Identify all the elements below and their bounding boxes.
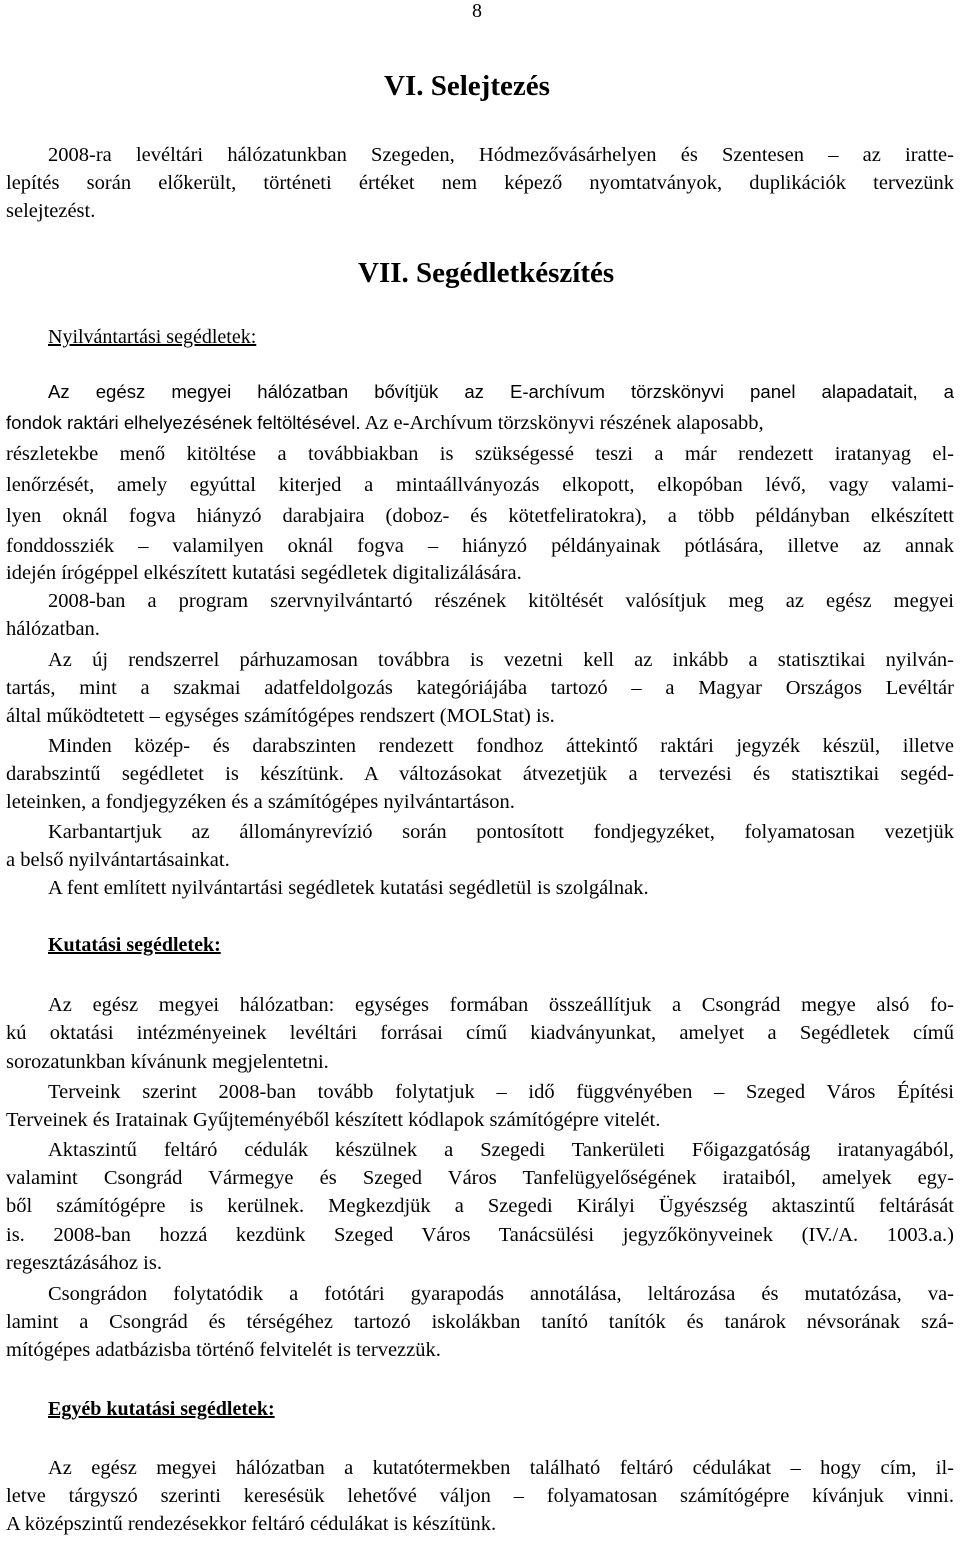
text-line: Terveink szerint 2008-ban tovább folytatjuk – idő függvényében – Szeged Város Építési xyxy=(48,1081,954,1103)
text-line: Csongrádon folytatódik a fotótári gyarapodás annotálása, leltározása és mutatózása, va- xyxy=(48,1283,954,1305)
text-line: részletekbe menő kitöltése a továbbiakban is szükségessé teszi a már rendezett iratanyag el- xyxy=(6,443,954,465)
text-line: lyen oknál fogva hiányzó darabjaira (doboz- és kötetfeliratokra), a több példányban elkészített xyxy=(6,505,954,527)
text-span: fondok raktári elhelyezésének feltöltésével. xyxy=(6,412,361,433)
section-title-segedletkeszites: VII. Segédletkészítés xyxy=(358,257,615,289)
text-line: regesztázásához is. xyxy=(6,1252,162,1274)
text-line: 2008-ban a program szervnyilvántartó részének kitöltését valósítjuk meg az egész megyei xyxy=(48,590,954,612)
text-line: idején írógéppel elkészített kutatási segédletek digitalizálására. xyxy=(6,562,522,584)
text-line: fonddossziék – valamilyen oknál fogva – hiányzó példányainak pótlására, illetve az annak xyxy=(6,535,954,557)
text-line: ből számítógépre is kerülnek. Megkezdjük a Szegedi Királyi Ügyészség aktaszintű feltárását xyxy=(6,1195,954,1217)
text-line: Az új rendszerrel párhuzamosan továbbra is vezetni kell az inkább a statisztikai nyilván- xyxy=(48,649,954,671)
text-line: a belső nyilvántartásainkat. xyxy=(6,849,230,871)
text-line: által működtetett – egységes számítógépes rendszert (MOLStat) is. xyxy=(6,705,555,727)
text-line: Az egész megyei hálózatban: egységes formában összeállítjuk a Csongrád megye alsó fo- xyxy=(48,994,954,1016)
text-line: A fent említett nyilvántartási segédletek kutatási segédletül is szolgálnak. xyxy=(48,877,649,899)
text-line: is. 2008-ban hozzá kezdünk Szeged Város Tanácsülési jegyzőkönyveinek (IV./A. 1003.a.) xyxy=(6,1224,954,1246)
text-line: selejtezést. xyxy=(6,200,96,222)
text-line: darabszintű segédletet is készítünk. A változásokat átvezetjük a tervezési és statisztikai segéd- xyxy=(6,763,954,785)
page-number: 8 xyxy=(472,0,482,22)
subheading-kutatasi: Kutatási segédletek: xyxy=(48,934,221,956)
text-line: hálózatban. xyxy=(6,618,100,640)
text-line: lamint a Csongrád és térségéhez tartozó iskolákban tanító tanítók és tanárok névsorának szá- xyxy=(6,1311,954,1333)
section-title-selejtezes: VI. Selejtezés xyxy=(384,70,550,102)
text-line: kú oktatási intézményeinek levéltári forrásai című kiadványunkat, amelyet a Segédletek című xyxy=(6,1022,954,1044)
text-line xyxy=(6,413,954,434)
subheading-nyilvantartasi: Nyilvántartási segédletek: xyxy=(48,326,257,348)
text-span: Az e-Archívum törzskönyvi részének alaposabb, xyxy=(360,412,764,434)
subheading-egyeb-kutatasi: Egyéb kutatási segédletek: xyxy=(48,1398,275,1420)
text-line: A középszintű rendezésekkor feltáró cédulákat is készítünk. xyxy=(6,1513,497,1535)
text-line: tartás, mint a szakmai adatfeldolgozás kategóriájába tartozó – a Magyar Országos Levéltár xyxy=(6,677,954,699)
text-line: Minden közép- és darabszinten rendezett fondhoz áttekintő raktári jegyzék készül, illetve xyxy=(48,735,954,757)
text-line: Az egész megyei hálózatban a kutatótermekben található feltáró cédulákat – hogy cím, il- xyxy=(48,1457,954,1479)
text-line: mítógépes adatbázisba történő felvitelét is tervezzük. xyxy=(6,1339,441,1361)
text-line: Az egész megyei hálózatban bővítjük az E-archívum törzskönyvi panel alapadatait, a xyxy=(48,381,954,402)
text-line: letve tárgyszó szerinti keresésük lehetővé váljon – folyamatosan számítógépre kívánjuk vinni. xyxy=(6,1485,954,1507)
text-line: lepítés során előkerült, történeti értéket nem képező nyomtatványok, duplikációk tervezünk xyxy=(6,172,954,194)
text-line: valamint Csongrád Vármegye és Szeged Város Tanfelügyelőségének irataiból, amelyek egy- xyxy=(6,1167,954,1189)
text-line: leteinken, a fondjegyzéken és a számítógépes nyilvántartáson. xyxy=(6,791,515,813)
text-line: Aktaszintű feltáró cédulák készülnek a Szegedi Tankerületi Főigazgatóság iratanyagából, xyxy=(48,1139,954,1161)
text-line: 2008-ra levéltári hálózatunkban Szegeden, Hódmezővásárhelyen és Szentesen – az iratte- xyxy=(48,144,954,166)
text-line: Terveinek és Iratainak Gyűjteményéből készített kódlapok számítógépre vitelét. xyxy=(6,1109,661,1131)
text-line: lenőrzését, amely egyúttal kiterjed a mintaállványozás elkopott, elkopóban lévő, vagy valami- xyxy=(6,474,954,496)
text-line: Karbantartjuk az állományrevízió során pontosított fondjegyzéket, folyamatosan vezetjük xyxy=(48,821,954,843)
text-line: sorozatunkban kívánunk megjelentetni. xyxy=(6,1051,329,1073)
